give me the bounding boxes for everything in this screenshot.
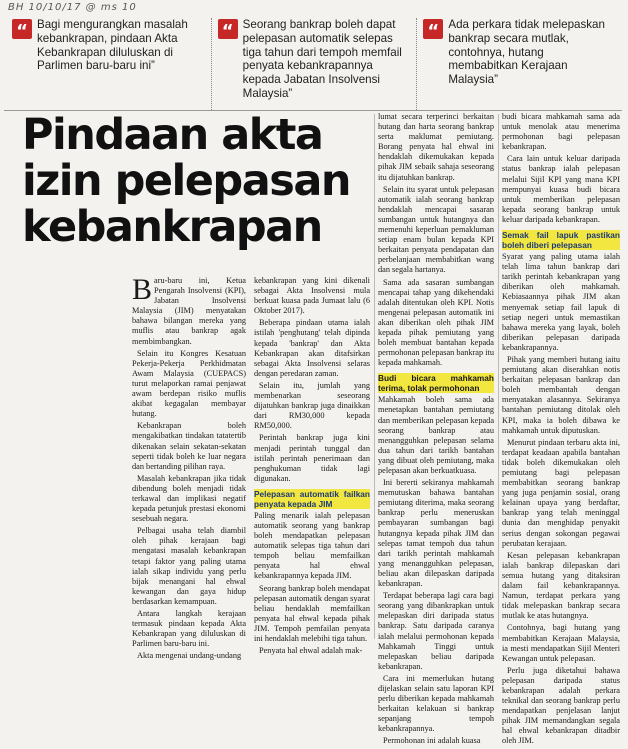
paragraph: Permohonan ini adalah kuasa (383, 736, 481, 746)
pull-quote-text: Bagi mengurangkan masalah kebankrapan, pindaan Akta Kebankrapan diluluskan di Parlimen baru-baru ini” (37, 18, 188, 73)
paragraph: Pihak yang memberi hutang iaitu pemiutang akan diserahkan notis berkaitan pelepasan bankrap dan boleh membantah dengan menyatakan alasannya. Sekiranya bantahan pemiutang ditolak oleh KPI, maka ia boleh dibawa ke mahkamah untuk diputuskan. (502, 354, 620, 435)
drop-cap: B (132, 273, 153, 306)
paragraph: Mahkamah boleh sama ada menetapkan bantahan pemiutang dan memberikan pelepasan kepada seorang bankrap atau menangguhkan pelepasan selama dua tahun dari tarikh bantahan yang dibuat oleh pemiutang, maka pelepasan akan berkuatkuasa. (378, 395, 494, 475)
pull-quote (417, 18, 622, 110)
paragraph: Sama ada sasaran sumbangan mencapai tahap yang dikehendaki adalah ditentukan oleh KPI. Notis mengenai pelepasan automatik ini akan diberikan oleh pihak JIM kepada pihak pemiutang yang boleh membuat bantahan kepada permohonan pelepasan bankrap itu kepada mahkamah. (378, 277, 494, 368)
paragraph: Kebankrapan boleh mengakibatkan tindakan tatatertib dikenakan selain sekatan-sekatan seperti tidak boleh ke luar negara dan bertanding pilihan raya. (132, 421, 246, 471)
pull-quote (212, 18, 418, 110)
paragraph: Penyata hal ehwal adalah mak- (259, 646, 363, 656)
paragraph: Seorang bankrap boleh mendapat pelepasan automatik dengan syarat beliau hendaklah memfailkan penyata hal ehwal kepada pihak JIM. Tempoh pemfailan penyata ini hendaklah melebihi tiga tahun. (254, 583, 370, 643)
column-divider (498, 114, 499, 639)
paragraph: Selain itu Kongres Kesatuan Pekerja-Pekerja Perkhidmatan Awam Malaysia (CUEPACS) turut melaporkan ramai penjawat awam berdepan risiko muflis akibat kegagalan membayar hutang. (132, 348, 246, 419)
headline-line: Pindaan akta (22, 110, 323, 160)
article-column-4 (502, 112, 620, 749)
article-column-2 (254, 276, 370, 658)
paragraph: Pelbagai usaha telah diambil oleh pihak kerajaan bagi mengatasi masalah kebankrapan tetapi faktor yang paling utama ialah sikap individu yang perlu bijak menangani hal ehwal kewangan dan gaya hidup berdasarkan kemampuan. (132, 526, 246, 606)
headline-line: izin pelepasan (22, 156, 350, 206)
paragraph: Ini bererti sekiranya mahkamah memutuskan bahawa bantahan pemiutang diterima, maka seorang bankrap perlu meneruskan pembayaran sumbangan bagi hutangnya kepada pihak JIM dan selepas tamat tempoh dua tahun dari tarikh perintah mahkamah yang menangguhkan pelepasan, beliau akan dilepaskan daripada kebankrapan. (378, 478, 494, 589)
article-column-1 (132, 273, 246, 663)
subheading: Budi bicara mahkamah terima, tolak permohonan (378, 373, 494, 394)
paragraph: kebankrapan yang kini dikenali sebagai Akta Insolvensi mula berkuat kuasa pada Jumaat lalu (6 Oktober 2017). (254, 276, 370, 316)
handwritten-note: BH 10/10/17 @ ms 10 (8, 2, 137, 13)
paragraph: Syarat yang paling utama ialah telah lima tahun bankrap dari tarikh perintah kebankrapan yang diberikan oleh mahkamah. Kebiasaannya pihak JIM akan menyemak setiap fail lapuk di setiap negeri untuk memastikan bahawa mereka yang layak, boleh diberikan pelepasan daripada kebankrapannya. (502, 252, 620, 352)
paragraph: lumat secara terperinci berkaitan hutang dan harta seorang bankrap serta maklumat pemiutang. Borang penyata hal ehwal ini hendaklah dikemukakan kepada pihak JIM sebaik sahaja seseorang itu dijatuhkan bankrap. (378, 112, 494, 182)
paragraph: Cara ini memerlukan hutang dijelaskan selain satu laporan KPI perlu diberikan kepada mahkamah berkaitan kelakuan si bankrap sepanjang tempoh kebankrapannya. (378, 673, 494, 734)
column-divider (374, 114, 375, 639)
paragraph: Menurut pindaan terbaru akta ini, terdapat keadaan apabila bantahan tidak boleh dikemukakan oleh pemiutang bagi pelepasan membabitkan seorang bankrap yang juga penjamin sosial, orang kelainan upaya yang berdaftar, bankrap yang telah meninggal dunia dan menghidap penyakit serius dengan sokongan pegawai perubatan kerajaan. (502, 437, 620, 548)
paragraph: Masalah kebankrapan jika tidak dibendung boleh menjadi tidak terkawal dan implikasi negatif kepada petunjuk prestasi ekonomi sesebuah negara. (132, 473, 246, 524)
paragraph: Selain itu syarat untuk pelepasan automatik ialah seorang bankrap hendaklah mencapai sasaran sumbangan untuk hutangnya dan memenuhi keperluan pemakluman setiap enam bulan kepada KPI berkaitan penyata pendapatan dan perbelanjaan membabitkan wang dan segala hartanya. (378, 184, 494, 275)
pull-quote-text: Ada perkara tidak melepaskan bankrap secara mutlak, contohnya, hutang membabitkan Kerajaan Malaysia” (448, 18, 605, 87)
paragraph: Contohnya, bagi hutang yang membabitkan Kerajaan Malaysia, ia mesti mendapatkan Sijil Menteri Kewangan untuk pelepasan. (502, 623, 620, 663)
quote-mark-icon: “ (423, 19, 443, 39)
subheading: Semak fail lapuk pastikan boleh diberi pelepasan (502, 230, 620, 251)
headline-line: kebankrapan (22, 202, 322, 252)
subheading: Pelepasan automatik failkan penyata kepada JIM (254, 488, 370, 509)
quote-mark-icon: “ (218, 19, 238, 39)
paragraph: Paling menarik ialah pelepasan automatik seorang yang bankrap boleh mendapatkan pelepasan automatik selepas tiga tahun dari tempoh beliau memfailkan penyata hal ehwal kebankrapannya kepada JIM. (254, 510, 370, 581)
pull-quotes (6, 18, 622, 110)
paragraph: Baru-baru ini, Ketua Pengarah Insolvensi (KPI), Jabatan Insolvensi Malaysia (JIM) menyatakan bahawa bilangan mereka yang muflis atau bankrap agak membimbangkan. (132, 273, 246, 346)
paragraph: Perlu juga diketahui bahawa pelepasan daripada status kebankrapan adalah perkara teknikal dan seorang bankrap perlu mendapatkan penjelasan lanjut pihak JIM memandangkan segala hal ehwal kebankrapan ditadbir oleh JIM. (502, 665, 620, 746)
paragraph: Cara lain untuk keluar daripada status bankrap ialah pelepasan melalui Sijil KPI yang mana KPI mempunyai kuasa budi bicara untuk memberikan pelepasan kepada seorang bankrap untuk keluar daripada kebankrapan. (502, 154, 620, 224)
paragraph: Beberapa pindaan utama ialah istilah 'penghutang' telah dipinda kepada 'bankrap' dan Akta Kebankrapan akan ditafsirkan sebagai Akta Insolvensi selaras dengan peredaran zaman. (254, 318, 370, 378)
paragraph: Akta mengenai undang-undang (137, 651, 242, 661)
headline (22, 112, 372, 250)
paragraph: Antara langkah kerajaan termasuk pindaan kepada Akta Kebankrapan yang diluluskan di Parlimen baru-baru ini. (132, 609, 246, 649)
article-column-3 (378, 112, 494, 749)
paragraph: budi bicara mahkamah sama ada untuk menolak atau menerima permohonan bagi pelepasan kebankrapan. (502, 112, 620, 152)
pull-quote-text: Seorang bankrap boleh dapat pelepasan automatik selepas tiga tahun dari tempoh memfail penyata kebankrapannya kepada Jabatan Insolvensi Malaysia” (242, 18, 402, 100)
paragraph: Perintah bankrap juga kini menjadi perintah tunggal dan istilah perintah penerimaan dan penghukuman tidak lagi digunakan. (254, 433, 370, 483)
quote-mark-icon: “ (12, 19, 32, 39)
pull-quote (6, 18, 212, 110)
paragraph: Selain itu, jumlah yang membenarkan seseorang dijatuhkan bankrap juga dinaikkan dari RM30,000 kepada RM50,000. (254, 380, 370, 431)
paragraph: Kesan pelepasan kebankrapan ialah bankrap dilepaskan dari semua hutang yang ditaksiran dalam fail kebankrapannya. Namun, terdapat perkara yang tidak melepaskan bankrap secara mutlak ke atas hutangnya. (502, 550, 620, 621)
paragraph: Terdapat beberapa lagi cara bagi seorang yang dibankrapkan untuk melepaskan diri daripada status bankrap. Satu daripada caranya ialah melalui permohonan kepada Mahkamah Tinggi untuk melepaskan beliau daripada kebankrapan. (378, 591, 494, 671)
